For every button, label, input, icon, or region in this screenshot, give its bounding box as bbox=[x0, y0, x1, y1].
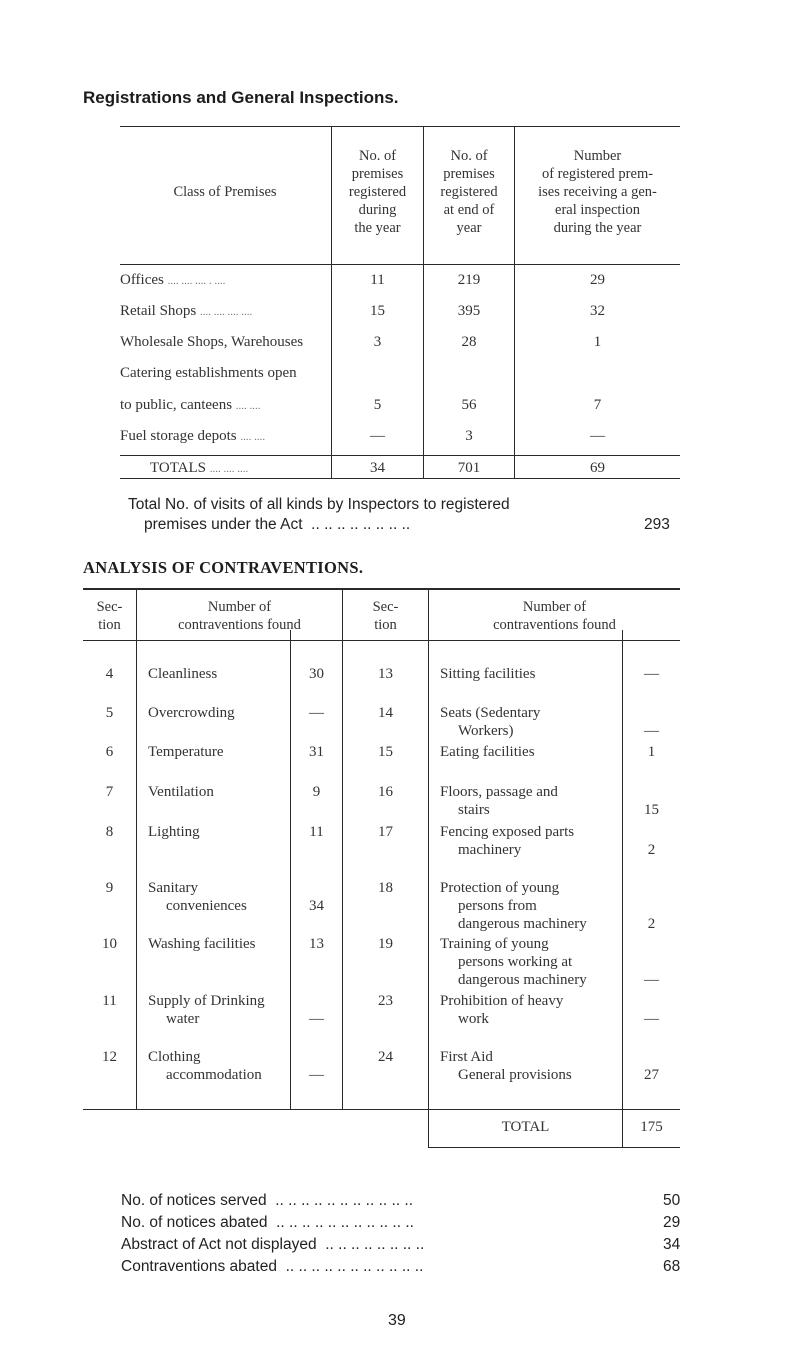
total-label: TOTAL bbox=[501, 1119, 550, 1135]
contravention-label: General provisions bbox=[458, 1067, 572, 1083]
contravention-label: stairs bbox=[458, 802, 490, 818]
contravention-label: Sitting facilities bbox=[440, 666, 536, 682]
header-rule bbox=[83, 640, 680, 641]
section-number: 12 bbox=[102, 1049, 117, 1065]
totals-rule bbox=[120, 455, 680, 456]
cell-inspected: 1 bbox=[593, 334, 602, 350]
section-number: 7 bbox=[105, 784, 114, 800]
summary-item: Abstract of Act not displayed .. .. .. .. .. .. .. .. bbox=[121, 1236, 425, 1253]
contravention-label: Seats (Sedentary bbox=[440, 705, 541, 721]
cell-end: 28 bbox=[461, 334, 477, 350]
contravention-label: persons from bbox=[458, 898, 537, 914]
contravention-count: 13 bbox=[309, 936, 324, 952]
cell-inspected: — bbox=[590, 428, 605, 444]
summary-item: No. of notices abated .. .. .. .. .. .. .. .. .. .. .. bbox=[121, 1214, 414, 1231]
contravention-label: Workers) bbox=[458, 723, 514, 739]
section-number: 19 bbox=[378, 936, 393, 952]
header-contraventions-found: Number of contraventions found bbox=[178, 599, 301, 633]
row-label: to public, canteens .... .... bbox=[120, 397, 261, 413]
section-number: 13 bbox=[378, 666, 393, 682]
contravention-count: — bbox=[309, 1067, 324, 1083]
cell-inspected: 32 bbox=[590, 303, 605, 319]
summary-value: 68 bbox=[663, 1258, 681, 1275]
section-number: 23 bbox=[378, 993, 393, 1009]
totals-end: 701 bbox=[457, 460, 481, 476]
header-class-of-premises: Class of Premises bbox=[173, 184, 277, 200]
contravention-label: water bbox=[166, 1011, 200, 1027]
contravention-label: Overcrowding bbox=[148, 705, 235, 721]
body-bottom-rule bbox=[83, 1109, 680, 1110]
totals-label: TOTALS .... .... .... bbox=[150, 460, 249, 476]
header-section: Sec- tion bbox=[372, 599, 399, 633]
contravention-label: work bbox=[458, 1011, 489, 1027]
contravention-count: — bbox=[644, 972, 659, 988]
section-number: 10 bbox=[102, 936, 117, 952]
contravention-count: 2 bbox=[647, 916, 656, 932]
cell-end: 3 bbox=[465, 428, 473, 444]
total-rule bbox=[428, 1147, 680, 1148]
table-top-rule bbox=[120, 126, 680, 127]
contravention-count: — bbox=[309, 705, 324, 721]
page-title: Registrations and General Inspections. bbox=[83, 88, 399, 107]
contravention-label: Prohibition of heavy bbox=[440, 993, 564, 1009]
summary-value: 50 bbox=[663, 1192, 681, 1209]
header-rule bbox=[120, 264, 680, 265]
header-general-inspection: Number of registered prem- ises receiving a gen- eral inspection during the year bbox=[538, 148, 657, 236]
cell-inspected: 29 bbox=[590, 272, 605, 288]
contravention-label: machinery bbox=[458, 842, 522, 858]
cell-during: — bbox=[370, 428, 385, 444]
contravention-count: — bbox=[644, 1011, 659, 1027]
total-value: 175 bbox=[640, 1119, 663, 1135]
contravention-count: — bbox=[644, 723, 659, 739]
header-registered-end-of-year: No. of premises registered at end of year bbox=[440, 148, 498, 236]
cell-during: 15 bbox=[370, 303, 385, 319]
totals-inspected: 69 bbox=[590, 460, 605, 476]
cell-end: 56 bbox=[461, 397, 477, 413]
contravention-label: Supply of Drinking bbox=[148, 993, 265, 1009]
cell-end: 219 bbox=[457, 272, 481, 288]
contravention-count: 27 bbox=[644, 1067, 659, 1083]
section-number: 17 bbox=[378, 824, 393, 840]
contravention-label: Temperature bbox=[148, 744, 224, 760]
contravention-label: Eating facilities bbox=[440, 744, 535, 760]
contravention-count: 34 bbox=[309, 898, 324, 914]
section-number: 18 bbox=[378, 880, 393, 896]
section-number: 11 bbox=[102, 993, 117, 1009]
contravention-label: Ventilation bbox=[148, 784, 214, 800]
contravention-label: Sanitary bbox=[148, 880, 198, 896]
section-number: 5 bbox=[105, 705, 114, 721]
contravention-count: 9 bbox=[312, 784, 321, 800]
contravention-label: persons working at bbox=[458, 954, 573, 970]
cell-during: 11 bbox=[370, 272, 385, 288]
contravention-label: dangerous machinery bbox=[458, 972, 587, 988]
contravention-count: 15 bbox=[644, 802, 659, 818]
section-number: 4 bbox=[105, 666, 114, 682]
contravention-count: 11 bbox=[309, 824, 324, 840]
contravention-count: 2 bbox=[647, 842, 656, 858]
summary-item: No. of notices served .. .. .. .. .. .. .. .. .. .. .. bbox=[121, 1192, 414, 1209]
table-bottom-rule bbox=[120, 478, 680, 479]
contravention-label: Protection of young bbox=[440, 880, 560, 896]
visits-line2: premises under the Act .. .. .. .. .. .. .. .. bbox=[144, 516, 411, 533]
section-title: ANALYSIS OF CONTRAVENTIONS. bbox=[83, 558, 364, 577]
contravention-label: Cleanliness bbox=[148, 666, 218, 682]
contravention-label: Clothing bbox=[148, 1049, 201, 1065]
column-divider bbox=[290, 630, 291, 1109]
cell-during: 5 bbox=[373, 397, 382, 413]
summary-value: 34 bbox=[663, 1236, 681, 1253]
row-label: Catering establishments open bbox=[120, 365, 297, 381]
cell-inspected: 7 bbox=[593, 397, 602, 413]
contravention-count: — bbox=[309, 1011, 324, 1027]
contravention-label: Training of young bbox=[440, 936, 549, 952]
page-number: 39 bbox=[388, 1312, 406, 1329]
contravention-count: — bbox=[644, 666, 659, 682]
row-label: Wholesale Shops, Warehouses bbox=[120, 334, 304, 350]
header-registered-during-year: No. of premises registered during the year bbox=[348, 148, 407, 236]
section-number: 6 bbox=[105, 744, 114, 760]
contravention-label: Floors, passage and bbox=[440, 784, 558, 800]
contravention-label: Fencing exposed parts bbox=[440, 824, 575, 840]
column-divider bbox=[428, 590, 429, 1147]
section-number: 15 bbox=[378, 744, 393, 760]
summary-value: 29 bbox=[663, 1214, 681, 1231]
header-section: Sec- tion bbox=[96, 599, 123, 633]
section-number: 16 bbox=[378, 784, 393, 800]
totals-during: 34 bbox=[370, 460, 385, 476]
section-number: 9 bbox=[105, 880, 114, 896]
contravention-label: conveniences bbox=[166, 898, 247, 914]
row-label: Fuel storage depots .... .... bbox=[120, 428, 266, 444]
row-label: Retail Shops .... .... .... .... bbox=[120, 303, 253, 319]
contravention-count: 30 bbox=[309, 666, 324, 682]
contravention-label: First Aid bbox=[440, 1049, 493, 1065]
section-number: 24 bbox=[378, 1049, 393, 1065]
contravention-count: 31 bbox=[309, 744, 324, 760]
column-divider bbox=[136, 590, 137, 1109]
cell-end: 395 bbox=[457, 303, 481, 319]
contravention-label: Lighting bbox=[148, 824, 200, 840]
contravention-label: dangerous machinery bbox=[458, 916, 587, 932]
summary-item: Contraventions abated .. .. .. .. .. .. .. .. .. .. .. bbox=[121, 1258, 424, 1275]
section-number: 14 bbox=[378, 705, 393, 721]
row-label: Offices .... .... .... . .... bbox=[120, 272, 226, 288]
header-contraventions-found: Number of contraventions found bbox=[493, 599, 616, 633]
cell-during: 3 bbox=[373, 334, 382, 350]
table-top-rule bbox=[83, 588, 680, 590]
visits-value: 293 bbox=[644, 516, 670, 533]
section-number: 8 bbox=[105, 824, 114, 840]
visits-line1: Total No. of visits of all kinds by Inspectors to registered bbox=[128, 496, 510, 513]
contravention-label: Washing facilities bbox=[148, 936, 256, 952]
contravention-label: accommodation bbox=[166, 1067, 262, 1083]
contravention-count: 1 bbox=[647, 744, 656, 760]
